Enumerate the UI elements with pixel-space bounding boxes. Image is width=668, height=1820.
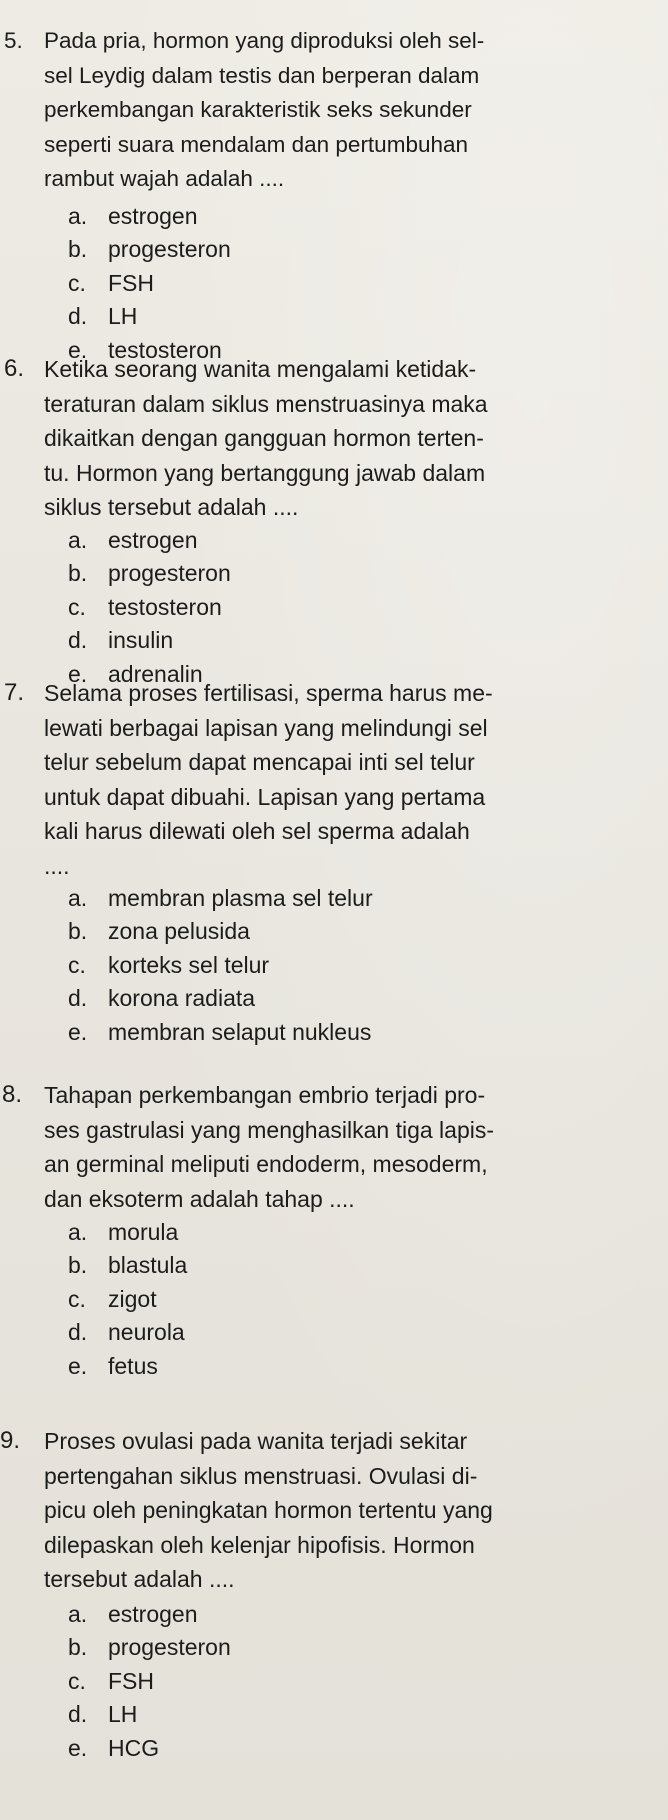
- option-text: LH: [108, 1701, 138, 1728]
- question-line: kali harus dilewati oleh sel sperma adalah: [44, 818, 470, 844]
- option-b: [68, 1631, 231, 1664]
- answer-options: [68, 882, 373, 1049]
- question-text: [44, 676, 662, 883]
- option-text: zona pelusida: [108, 918, 250, 945]
- option-text: progesteron: [108, 1634, 231, 1661]
- option-c: [68, 267, 231, 300]
- option-a: [68, 524, 231, 557]
- option-a: [68, 200, 231, 233]
- option-text: FSH: [108, 1667, 154, 1694]
- option-text: zigot: [108, 1285, 157, 1312]
- question-line: Tahapan perkembangan embrio terjadi pro-: [44, 1082, 486, 1108]
- option-letter: b.: [68, 236, 88, 263]
- option-text: LH: [108, 303, 138, 330]
- option-letter: b.: [68, 1634, 88, 1661]
- question-line: telur sebelum dapat mencapai inti sel telur: [44, 749, 475, 775]
- option-text: FSH: [108, 269, 154, 296]
- option-letter: a.: [68, 527, 88, 553]
- option-d: [68, 1698, 231, 1731]
- option-letter: c.: [68, 593, 86, 620]
- option-text: testosteron: [108, 336, 222, 363]
- question-line: dilepaskan oleh kelenjar hipofisis. Hormon: [44, 1531, 475, 1558]
- option-b: [68, 915, 373, 948]
- option-text: estrogen: [108, 203, 198, 229]
- option-text: blastula: [108, 1252, 188, 1279]
- option-text: korteks sel telur: [108, 951, 270, 978]
- question-line: teraturan dalam siklus menstruasinya maka: [44, 390, 488, 417]
- answer-options: [68, 524, 231, 691]
- option-letter: c.: [68, 1667, 86, 1694]
- question-line: an germinal meliputi endoderm, mesoderm,: [44, 1151, 488, 1177]
- question-line: pertengahan siklus menstruasi. Ovulasi di-: [44, 1462, 478, 1489]
- option-letter: d.: [68, 1319, 88, 1346]
- option-letter: b.: [68, 1252, 88, 1279]
- question-line: perkembangan karakteristik seks sekunder: [44, 97, 472, 122]
- option-text: morula: [108, 1219, 179, 1245]
- option-letter: d.: [68, 303, 88, 330]
- question-text: [44, 24, 662, 197]
- option-d: [68, 624, 231, 657]
- question-text: [44, 1424, 662, 1597]
- option-letter: e.: [68, 1352, 88, 1379]
- option-letter: a.: [68, 885, 88, 911]
- option-letter: c.: [68, 951, 86, 978]
- option-letter: d.: [68, 985, 88, 1012]
- option-text: estrogen: [108, 1601, 198, 1627]
- answer-options: [68, 200, 231, 367]
- option-text: korona radiata: [108, 985, 256, 1012]
- question-line: seperti suara mendalam dan pertumbuhan: [44, 131, 469, 157]
- option-letter: c.: [68, 1285, 86, 1312]
- option-d: [68, 982, 373, 1015]
- question-text: [44, 1078, 662, 1216]
- option-letter: a.: [68, 1219, 88, 1245]
- option-letter: c.: [68, 269, 86, 296]
- option-text: testosteron: [108, 593, 222, 620]
- option-a: [68, 882, 373, 915]
- option-e: [68, 1350, 187, 1383]
- option-text: adrenalin: [108, 660, 203, 687]
- question-line: tu. Hormon yang bertanggung jawab dalam: [44, 459, 486, 486]
- question-line: siklus tersebut adalah ....: [44, 494, 299, 520]
- option-b: [68, 557, 231, 590]
- option-c: [68, 1665, 231, 1698]
- option-letter: e.: [68, 336, 88, 363]
- option-b: [68, 1249, 187, 1282]
- option-d: [68, 300, 231, 333]
- answer-options: [68, 1216, 187, 1383]
- question-line: dikaitkan dengan gangguan hormon terten-: [44, 425, 484, 451]
- option-text: membran selaput nukleus: [108, 1018, 372, 1045]
- option-text: neurola: [108, 1319, 185, 1346]
- option-letter: d.: [68, 627, 88, 654]
- option-text: membran plasma sel telur: [108, 885, 373, 911]
- option-letter: a.: [68, 1601, 88, 1627]
- answer-options: [68, 1598, 231, 1765]
- question-line: dan eksoterm adalah tahap ....: [44, 1185, 355, 1212]
- option-letter: e.: [68, 1018, 88, 1045]
- question-number: 7.: [4, 679, 25, 706]
- question-number: 6.: [4, 355, 25, 382]
- question-number: 5.: [4, 28, 23, 53]
- question-line: rambut wajah adalah ....: [44, 166, 285, 191]
- option-e: [68, 1016, 373, 1049]
- option-text: insulin: [108, 627, 174, 654]
- option-text: progesteron: [108, 236, 231, 263]
- option-text: progesteron: [108, 560, 231, 587]
- option-letter: e.: [68, 660, 88, 687]
- question-text: [44, 352, 662, 525]
- option-a: [68, 1216, 187, 1249]
- option-letter: b.: [68, 918, 88, 945]
- question-line: Selama proses fertilisasi, sperma harus me-: [44, 680, 493, 706]
- question-line: tersebut adalah ....: [44, 1566, 235, 1592]
- question-line: lewati berbagai lapisan yang melindungi sel: [44, 714, 488, 741]
- question-line: Ketika seorang wanita mengalami ketidak-: [44, 356, 477, 382]
- question-line: ....: [44, 852, 70, 879]
- option-e: [68, 1732, 231, 1765]
- option-letter: e.: [68, 1734, 88, 1761]
- question-line: picu oleh peningkatan hormon tertentu yang: [44, 1497, 493, 1523]
- question-line: Pada pria, hormon yang diproduksi oleh sel-: [44, 28, 485, 53]
- option-c: [68, 949, 373, 982]
- question-number: 8.: [2, 1081, 23, 1108]
- option-b: [68, 233, 231, 266]
- option-text: HCG: [108, 1734, 160, 1761]
- question-line: ses gastrulasi yang menghasilkan tiga lapis-: [44, 1116, 495, 1143]
- option-letter: d.: [68, 1701, 88, 1728]
- option-letter: b.: [68, 560, 88, 587]
- option-d: [68, 1316, 187, 1349]
- question-line: Proses ovulasi pada wanita terjadi sekitar: [44, 1428, 468, 1454]
- option-letter: a.: [68, 203, 88, 229]
- option-a: [68, 1598, 231, 1631]
- option-text: estrogen: [108, 527, 198, 553]
- option-c: [68, 591, 231, 624]
- question-line: sel Leydig dalam testis dan berperan dalam: [44, 62, 480, 88]
- question-line: untuk dapat dibuahi. Lapisan yang pertama: [44, 783, 486, 810]
- option-text: fetus: [108, 1352, 158, 1379]
- question-number: 9.: [0, 1427, 21, 1454]
- option-c: [68, 1283, 187, 1316]
